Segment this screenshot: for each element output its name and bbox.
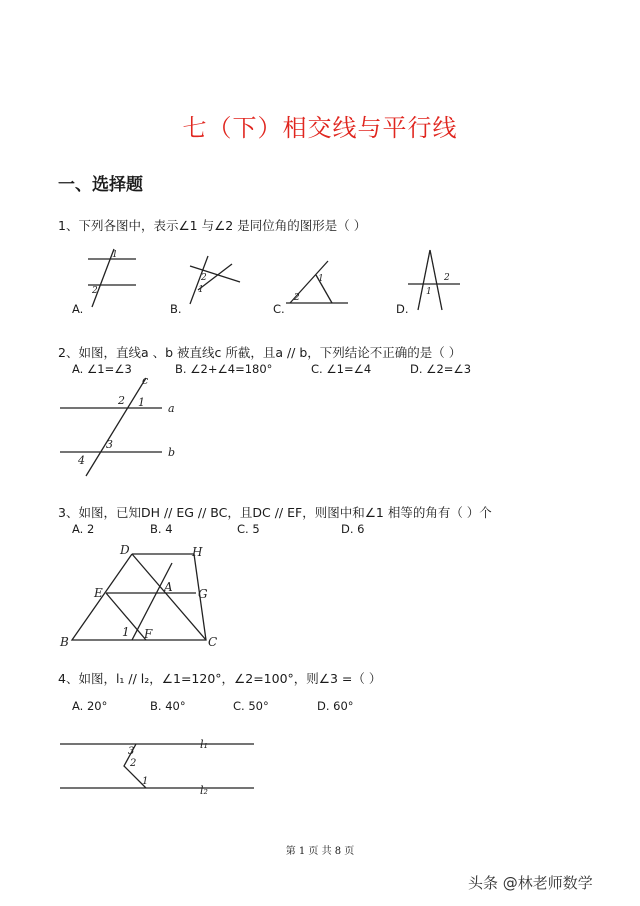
q1a-label-1: 1 xyxy=(112,250,118,260)
q1b-label-2: 2 xyxy=(201,273,207,283)
page-footer: 第 1 页 共 8 页 xyxy=(285,846,355,857)
q3-label-1: 1 xyxy=(122,625,130,639)
q1-option-c: C. xyxy=(273,302,285,316)
q3-label-F: F xyxy=(144,627,153,641)
q3-option-d: D. 6 xyxy=(341,522,365,536)
q2-label-a: a xyxy=(168,402,175,415)
question-2-stem: 2、如图，直线a 、b 被直线c 所截，且a // b，下列结论不正确的是（ ） xyxy=(58,345,462,360)
q1-figure-d xyxy=(402,244,472,314)
q4-label-l2: l₂ xyxy=(200,784,208,797)
q3-label-C: C xyxy=(208,635,218,649)
q4-option-d: D. 60° xyxy=(317,699,354,713)
question-3-stem: 3、如图，已知DH // EG // BC，且DC // EF，则图中和∠1 相等的角有（ ）个 xyxy=(58,505,492,520)
q2-label-1: 1 xyxy=(138,396,145,409)
q3-label-A: A xyxy=(164,580,173,594)
question-1-stem: 1、下列各图中，表示∠1 与∠2 是同位角的图形是（ ） xyxy=(58,218,367,233)
q2-option-b: B. ∠2+∠4=180° xyxy=(175,362,273,376)
q3-label-B: B xyxy=(60,635,69,649)
q1b-label-1: 1 xyxy=(198,285,204,295)
q2-option-d: D. ∠2=∠3 xyxy=(410,362,472,376)
q1c-label-2: 2 xyxy=(294,293,300,303)
q3-label-H: H xyxy=(192,545,203,559)
q4-label-1: 1 xyxy=(142,776,149,787)
q2-label-c: c xyxy=(142,374,149,387)
q3-label-G: G xyxy=(198,587,208,601)
q4-label-l1: l₁ xyxy=(200,738,208,751)
page-title: 七（下）相交线与平行线 xyxy=(182,114,458,142)
watermark: 头条 @林老师数学 xyxy=(468,874,593,892)
q2-label-3: 3 xyxy=(106,438,113,451)
q3-figure xyxy=(58,540,228,650)
q1-option-b: B. xyxy=(170,302,182,316)
q1c-label-1: 1 xyxy=(318,274,324,284)
q4-option-b: B. 40° xyxy=(150,699,186,713)
q1-figure-c xyxy=(276,255,356,310)
q1-figure-b xyxy=(168,250,248,310)
q4-option-a: A. 20° xyxy=(72,699,108,713)
q2-option-a: A. ∠1=∠3 xyxy=(72,362,132,376)
section-heading: 一、选择题 xyxy=(58,175,143,195)
q2-label-4: 4 xyxy=(78,454,85,467)
q2-label-b: b xyxy=(168,446,176,459)
q2-option-c: C. ∠1=∠4 xyxy=(311,362,372,376)
q4-figure xyxy=(58,732,228,802)
q3-option-b: B. 4 xyxy=(150,522,173,536)
q1d-label-2: 2 xyxy=(444,273,450,283)
q3-label-D: D xyxy=(120,543,130,557)
q1d-label-1: 1 xyxy=(426,287,432,297)
q3-label-E: E xyxy=(94,586,103,600)
q4-label-2: 2 xyxy=(130,758,137,769)
q3-option-c: C. 5 xyxy=(237,522,260,536)
q1-option-d: D. xyxy=(396,302,409,316)
q4-label-3: 3 xyxy=(128,746,135,757)
q1a-label-2: 2 xyxy=(92,286,98,296)
q2-figure xyxy=(58,372,188,482)
q1-option-a: A. xyxy=(72,302,84,316)
question-4-stem: 4、如图，l₁ // l₂，∠1=120°，∠2=100°，则∠3 =（ ） xyxy=(58,671,382,686)
q3-option-a: A. 2 xyxy=(72,522,95,536)
q2-label-2: 2 xyxy=(118,394,125,407)
q4-option-c: C. 50° xyxy=(233,699,269,713)
